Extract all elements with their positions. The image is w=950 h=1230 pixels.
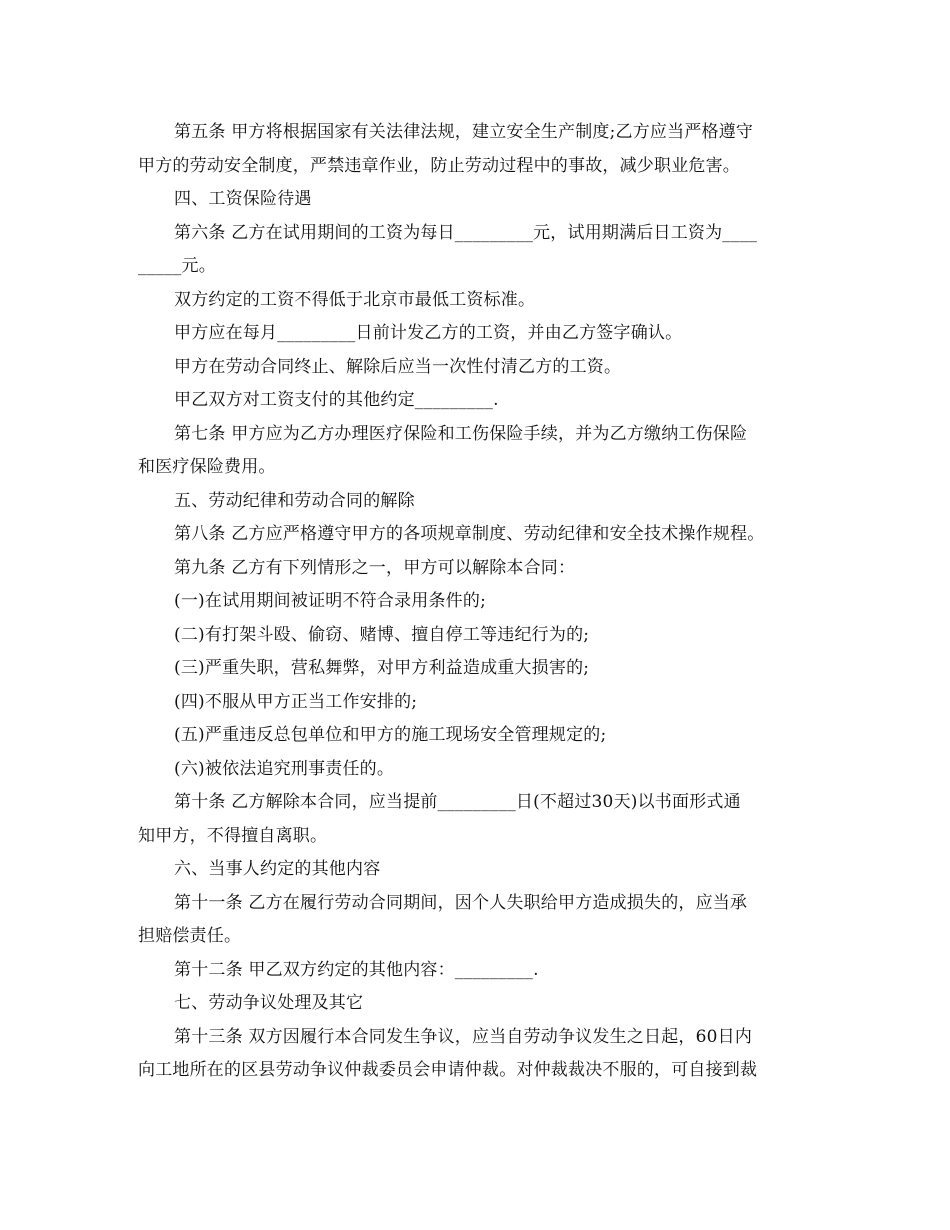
document-line: 甲方在劳动合同终止、解除后应当一次性付清乙方的工资。 <box>174 356 622 377</box>
document-line: 四、工资保险待遇 <box>174 189 312 209</box>
document-line: 第七条 甲方应为乙方办理医疗保险和工伤保险手续，并为乙方缴纳工伤保险 <box>174 423 748 444</box>
document-line: (六)被依法追究刑事责任的。 <box>174 758 395 779</box>
document-line: 第十一条 乙方在履行劳动合同期间，因个人失职给甲方造成损失的，应当承 <box>174 892 748 913</box>
document-line: (四)不服从甲方正当工作安排的; <box>174 691 418 712</box>
document-line: 担赔偿责任。 <box>138 926 242 946</box>
document-line: (一)在试用期间被证明不符合录用条件的; <box>174 591 486 611</box>
document-line: 第九条 乙方有下列情形之一，甲方可以解除本合同： <box>174 557 576 578</box>
document-line: 第六条 乙方在试用期间的工资为每日_________元，试用期满后日工资为____ <box>174 222 758 243</box>
document-line: 第十条 乙方解除本合同，应当提前_________日(不超过30天)以书面形式通 <box>174 792 741 812</box>
document-line: 第十三条 双方因履行本合同发生争议，应当自劳动争议发生之日起，60日内 <box>174 1026 753 1047</box>
document-line: 甲方的劳动安全制度，严禁违章作业，防止劳动过程中的事故，减少职业危害。 <box>138 155 740 176</box>
document-line: 七、劳动争议处理及其它 <box>174 993 364 1013</box>
document-body <box>138 116 818 1088</box>
document-line: 五、劳动纪律和劳动合同的解除 <box>174 490 415 511</box>
document-line: (二)有打架斗殴、偷窃、赌博、擅自停工等违纪行为的; <box>174 624 590 645</box>
document-line: _____元。 <box>138 256 216 276</box>
document-line: 和医疗保险费用。 <box>138 457 276 477</box>
document-line: 甲方应在每月_________日前计发乙方的工资，并由乙方签字确认。 <box>174 323 683 343</box>
document-line: 甲乙双方对工资支付的其他约定_________. <box>174 390 499 410</box>
document-line: 向工地所在的区县劳动争议仲裁委员会申请仲裁。对仲裁裁决不服的，可自接到裁 <box>138 1060 758 1080</box>
document-line: 第十二条 甲乙双方约定的其他内容：_________. <box>174 959 539 980</box>
document-line: (五)严重违反总包单位和甲方的施工现场安全管理规定的; <box>174 725 607 745</box>
document-line: 第八条 乙方应严格遵守甲方的各项规章制度、劳动纪律和安全技术操作规程。 <box>174 524 765 544</box>
document-line: 第五条 甲方将根据国家有关法律法规，建立安全生产制度;乙方应当严格遵守 <box>174 122 754 142</box>
document-line: 知甲方，不得擅自离职。 <box>138 825 328 846</box>
document-line: 双方约定的工资不得低于北京市最低工资标准。 <box>174 289 536 310</box>
document-line: 六、当事人约定的其他内容 <box>174 859 381 879</box>
document-line: (三)严重失职，营私舞弊，对甲方利益造成重大损害的; <box>174 658 590 678</box>
